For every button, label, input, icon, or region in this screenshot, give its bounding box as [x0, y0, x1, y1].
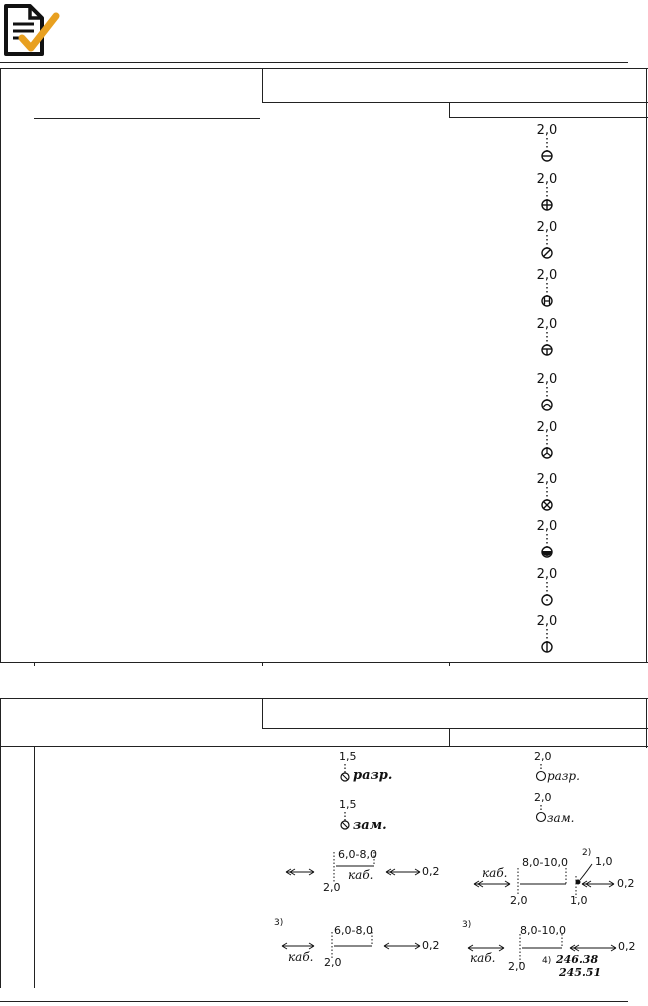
symbol-cell	[535, 568, 575, 612]
offset-label: 2,0	[508, 960, 526, 973]
table-1-top-border	[0, 68, 648, 69]
span-label: 6,0-8,0	[334, 924, 373, 937]
valve-label: разр.	[547, 769, 580, 783]
table-2-header-rule	[262, 728, 648, 729]
table-2-subheader-rule	[0, 746, 648, 747]
valve-label: зам.	[353, 818, 387, 833]
header-rule	[0, 62, 628, 63]
document-check-icon	[2, 2, 60, 58]
note-marker: 3)	[462, 920, 472, 930]
cable-diagram-1	[282, 846, 452, 894]
circle-x-icon	[535, 473, 575, 517]
table-1-header-divider	[262, 68, 263, 102]
circle-t-icon	[535, 318, 575, 362]
table-1-subheader-rule	[449, 117, 648, 118]
symbol-cell	[535, 318, 575, 362]
offset-label: 2,0	[324, 956, 342, 969]
valve-open-right	[534, 752, 614, 786]
valve-open-left	[336, 752, 416, 786]
note-marker: 3)	[274, 918, 284, 928]
cable-label: каб.	[470, 951, 496, 965]
circle-arc-icon	[535, 373, 575, 417]
note-marker: 4)	[542, 956, 552, 966]
note-marker: 2)	[582, 848, 592, 858]
table-1-right-border	[646, 68, 647, 662]
cable-label: каб.	[482, 866, 508, 880]
symbol-value: 2,0	[536, 172, 558, 187]
span-label: 8,0-10,0	[522, 856, 568, 869]
cable-label: каб.	[288, 950, 314, 964]
table-2-header-divider	[262, 698, 263, 728]
symbol-value: 2,0	[536, 317, 558, 332]
cable-diagram-3	[272, 916, 448, 972]
side-label: 0,2	[422, 865, 440, 878]
span-label: 6,0-8,0	[338, 848, 377, 861]
side-label: 0,2	[422, 939, 440, 952]
table-2-right-border	[646, 698, 647, 748]
table-2-bottom-border	[0, 1001, 628, 1002]
span-label: 8,0-10,0	[520, 924, 566, 937]
table-2-left-border	[0, 698, 1, 988]
symbol-cell	[535, 473, 575, 517]
symbol-cell	[535, 373, 575, 417]
circle-dot-icon	[535, 568, 575, 612]
symbol-value: 2,0	[536, 614, 558, 629]
symbol-cell	[535, 615, 575, 659]
cable-diagram-4	[460, 918, 642, 980]
table-1-bottom-border	[0, 662, 648, 663]
side-label: 0,2	[617, 877, 635, 890]
circle-half-filled-icon	[535, 520, 575, 564]
valve-closed-left	[336, 800, 416, 836]
circle-vertical-line-icon	[535, 615, 575, 659]
table-2-top-border	[0, 698, 648, 699]
symbol-value: 2,0	[536, 519, 558, 534]
symbol-value: 2,0	[536, 268, 558, 283]
symbol-cell	[535, 269, 575, 313]
table-2-subheader-divider	[449, 728, 450, 746]
elevation-top: 246.38	[556, 953, 599, 966]
table-1-left-border	[0, 68, 1, 662]
symbol-cell	[535, 221, 575, 265]
offset-label: 2,0	[510, 894, 528, 907]
bottom-label: 1,0	[570, 894, 588, 907]
circle-letter-h-icon	[535, 269, 575, 313]
cable-diagram-2	[472, 842, 646, 907]
circle-horizontal-line-icon	[535, 124, 575, 168]
valve-value: 1,5	[339, 798, 357, 811]
symbol-value: 2,0	[536, 372, 558, 387]
valve-label: разр.	[353, 768, 393, 783]
symbol-value: 2,0	[536, 123, 558, 138]
symbol-value: 2,0	[536, 472, 558, 487]
offset-label: 2,0	[323, 881, 341, 894]
circle-slash-icon	[535, 221, 575, 265]
table-2-column-divider	[34, 746, 35, 988]
side-label: 0,2	[618, 940, 636, 953]
valve-value: 1,5	[339, 750, 357, 763]
symbol-cell	[535, 173, 575, 217]
symbol-value: 2,0	[536, 220, 558, 235]
elevation-bottom: 245.51	[559, 966, 602, 979]
circle-y-icon	[535, 421, 575, 465]
symbol-cell	[535, 421, 575, 465]
symbol-value: 2,0	[536, 420, 558, 435]
table-1-subheader-divider	[449, 102, 450, 118]
symbol-value: 2,0	[536, 567, 558, 582]
valve-value: 2,0	[534, 750, 552, 763]
valve-label: зам.	[547, 811, 575, 825]
table-1-bottom-tick	[449, 662, 450, 666]
cable-label: каб.	[348, 868, 374, 882]
table-1-left-rule	[34, 118, 260, 119]
note-value: 1,0	[595, 855, 613, 868]
symbol-cell	[535, 124, 575, 168]
symbol-cell	[535, 520, 575, 564]
table-1-header-rule	[262, 102, 648, 103]
circle-cross-icon	[535, 173, 575, 217]
valve-value: 2,0	[534, 791, 552, 804]
valve-closed-right	[534, 793, 614, 829]
table-1-bottom-tick	[262, 662, 263, 666]
table-1-bottom-tick	[34, 662, 35, 666]
